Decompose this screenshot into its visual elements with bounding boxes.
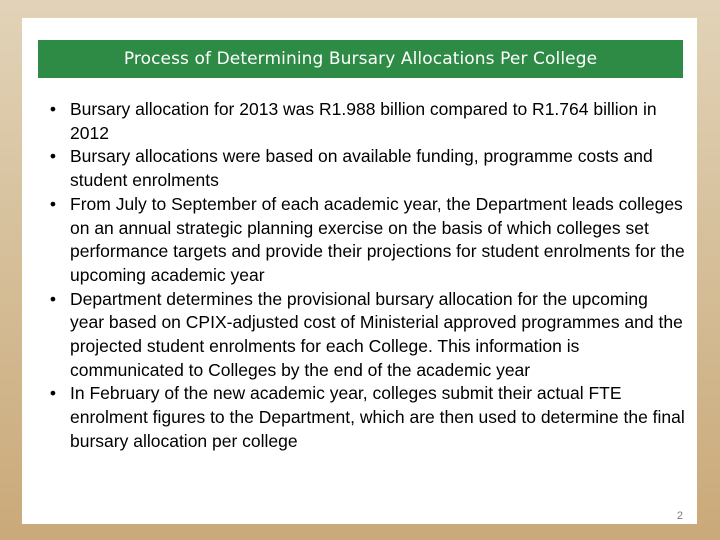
bullet-icon: • <box>49 99 57 119</box>
bullet-item <box>46 382 686 453</box>
bullet-item <box>46 193 686 288</box>
bullet-icon: • <box>49 193 57 214</box>
bullet-icon: • <box>49 146 57 167</box>
bullet-icon: • <box>49 288 57 309</box>
bullet-text: Bursary allocations were based on available funding, programme costs and student enrolments <box>70 146 653 191</box>
bullet-icon: • <box>49 383 57 404</box>
bullet-item <box>46 98 686 145</box>
bullet-text: Bursary allocation for 2013 was R1.988 billion compared to R1.764 billion in 2012 <box>70 99 657 143</box>
bullet-text: Department determines the provisional bursary allocation for the upcoming year based on CPIX-adjusted cost of Ministerial approved programmes and the projected student enrolments for each College. This information is communicated to Colleges by the end of the academic year <box>70 288 683 380</box>
bullet-list <box>46 98 686 454</box>
slide-title: Process of Determining Bursary Allocations Per College <box>123 49 598 69</box>
slide-canvas <box>22 18 697 524</box>
page-number: 2 <box>676 510 683 522</box>
bullet-text: From July to September of each academic year, the Department leads colleges on an annual strategic planning exercise on the basis of which colleges set performance targets and provide their projections for student enrolments for the upcoming academic year <box>70 193 685 285</box>
bullet-text: In February of the new academic year, colleges submit their actual FTE enrolment figures to the Department, which are then used to determine the final bursary allocation per college <box>70 383 685 451</box>
slide-title-bar <box>38 40 683 78</box>
bullet-item <box>46 145 686 192</box>
bullet-item <box>46 288 686 383</box>
